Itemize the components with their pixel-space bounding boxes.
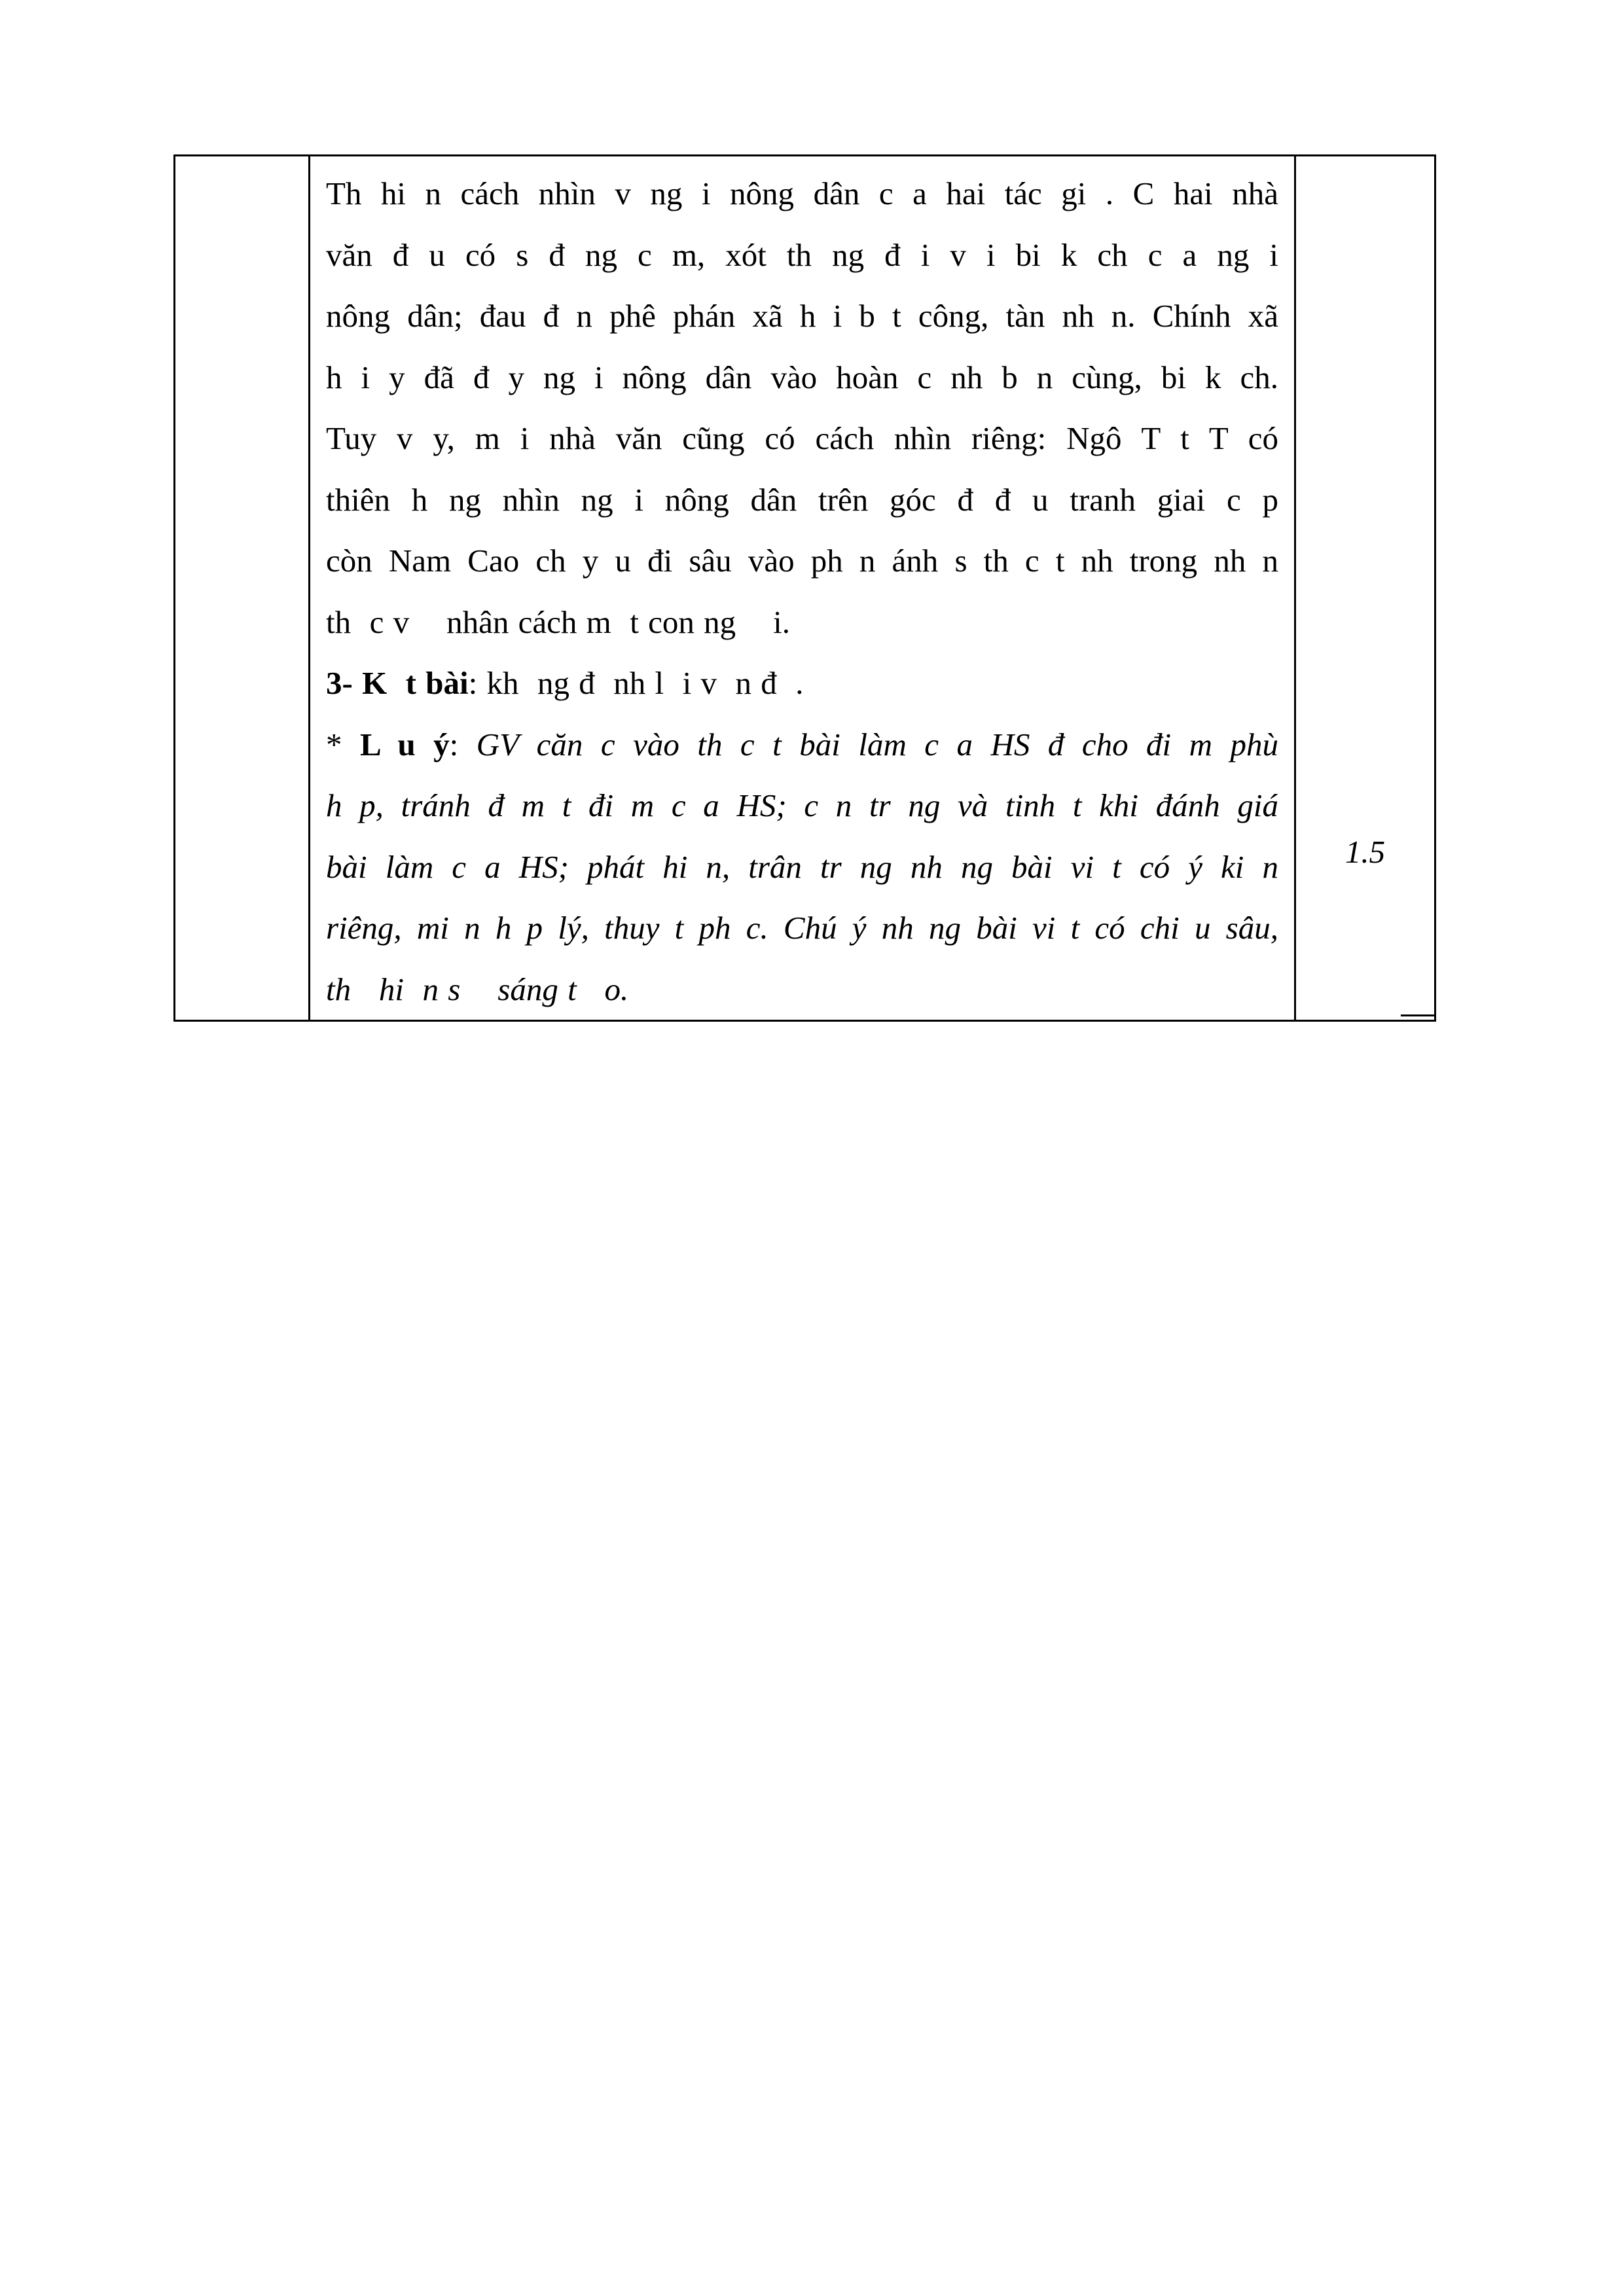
paragraph-line: h i y đã đ y ng i nông dân vào hoàn c nh b n cùng, bi k ch. — [326, 359, 1278, 395]
note-colon: : — [449, 726, 477, 762]
note-line — [326, 714, 1278, 776]
note-text: GV căn c vào th c t bài làm c a HS đ cho đi m phù — [476, 726, 1278, 762]
paragraph-line: Tuy v y, m i nhà văn cũng có cách nhìn riêng: Ngô T t T có — [326, 420, 1278, 456]
paragraph-line: còn Nam Cao ch y u đi sâu vào ph n ánh s th c t nh trong nh n — [326, 543, 1278, 579]
conclusion-label: 3- K t bài — [326, 665, 469, 701]
conclusion-text: : kh ng đ nh l i v n đ . — [468, 665, 804, 701]
note-prefix: * — [326, 726, 360, 762]
empty-cell — [175, 156, 310, 1021]
note-line: bài làm c a HS; phát hi n, trân tr ng nh ng bài vi t có ý ki n — [326, 848, 1278, 885]
paragraph-line: thiên h ng nhìn ng i nông dân trên góc đ đ u tranh giai c p — [326, 481, 1278, 518]
paragraph-line: nông dân; đau đ n phê phán xã h i b t công, tàn nh n. Chính xã — [326, 298, 1278, 334]
grading-table — [173, 154, 1436, 1022]
score-cell — [1295, 156, 1435, 1021]
table-row — [175, 156, 1435, 1021]
content-cell — [310, 156, 1295, 1021]
score-value: 1.5 — [1344, 834, 1386, 870]
paragraph-line: Th hi n cách nhìn v ng i nông dân c a hai tác gi . C hai nhà — [326, 175, 1278, 211]
table-tail-line — [1401, 1014, 1435, 1016]
note-line: th hi n s sáng t o. — [326, 971, 629, 1007]
paragraph-line: th c v nhân cách m t con ng i. — [326, 603, 790, 640]
note-label: L u ý — [359, 726, 450, 762]
paragraph-line: văn đ u có s đ ng c m, xót th ng đ i v i bi k ch c a ng i — [326, 236, 1278, 273]
conclusion-line — [326, 653, 1278, 714]
note-line: riêng, mi n h p lý, thuy t ph c. Chú ý nh ng bài vi t có chi u sâu, — [326, 910, 1278, 946]
note-line: h p, tránh đ m t đi m c a HS; c n tr ng và tinh t khi đánh giá — [326, 787, 1278, 823]
content-text — [326, 156, 1278, 1020]
